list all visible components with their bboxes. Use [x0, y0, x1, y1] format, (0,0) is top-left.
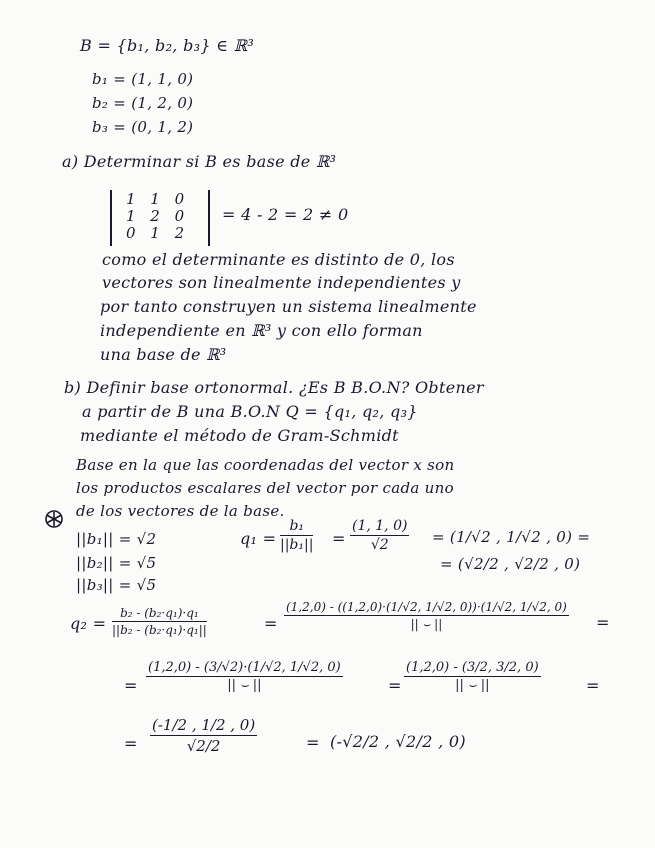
norm-b2: ||b₂|| = √5	[76, 554, 157, 572]
q2-expanded-fraction	[284, 600, 569, 632]
q1-fraction-numerator: b₁	[280, 518, 313, 536]
basis-definition: B = {b₁, b₂, b₃} ∈ ℝ³	[80, 36, 255, 55]
q2-step2-denominator: || ⌣ ||	[227, 678, 262, 693]
vector-b3: b₃ = (0, 1, 2)	[92, 118, 194, 136]
q2-step3-fraction	[404, 660, 541, 693]
equals-sign: =	[306, 733, 320, 752]
q2-expanded-numerator: (1,2,0) - ((1,2,0)·(1/√2, 1/√2, 0))·(1/√2, 1/√2, 0)	[286, 600, 567, 614]
asterisk-circle-icon	[44, 509, 64, 529]
q1-normalized-numerator: (1, 1, 0)	[352, 518, 408, 534]
q2-step3-numerator: (1,2,0) - (3/2, 3/2, 0)	[406, 660, 539, 675]
determinant-matrix	[110, 190, 210, 246]
q1-result: = (1/√2 , 1/√2 , 0) =	[432, 528, 591, 546]
explanation-line: por tanto construyen un sistema linealmente	[100, 297, 477, 316]
explanation-line: independiente en ℝ³ y con ello forman	[100, 321, 423, 340]
q2-gs-numerator: b₂ - (b₂·q₁)·q₁	[112, 606, 207, 622]
part-a-heading: a) Determinar si B es base de ℝ³	[62, 152, 337, 171]
vector-b1: b₁ = (1, 1, 0)	[92, 70, 194, 88]
q1-fraction-denominator: ||b₁||	[280, 537, 314, 553]
q2-label: q₂ =	[70, 614, 107, 633]
q2-step4-numerator: (-1/2 , 1/2 , 0)	[152, 716, 256, 734]
q2-step4-denominator: √2/2	[186, 737, 221, 755]
part-b-line: mediante el método de Gram-Schmidt	[80, 426, 399, 445]
equals-sign: =	[388, 676, 402, 695]
explanation-line: vectores son linealmente independientes y	[102, 273, 461, 292]
q2-step2-numerator: (1,2,0) - (3/√2)·(1/√2, 1/√2, 0)	[148, 660, 341, 675]
q2-step2-fraction	[146, 660, 343, 693]
part-b-line: de los vectores de la base.	[76, 502, 285, 520]
part-b-line: los productos escalares del vector por cada uno	[76, 479, 454, 497]
equals-sign: =	[332, 529, 346, 548]
q2-step3-denominator: || ⌣ ||	[455, 678, 490, 693]
q2-gs-denominator: ||b₂ - (b₂·q₁)·q₁||	[112, 623, 207, 637]
equals-sign: =	[124, 676, 138, 695]
part-b-line: a partir de B una B.O.N Q = {q₁, q₂, q₃}	[82, 402, 418, 421]
q2-step4-fraction	[150, 716, 257, 755]
equals-sign: =	[586, 676, 600, 695]
q1-result-simplified: = (√2/2 , √2/2 , 0)	[440, 555, 581, 573]
equals-sign: =	[124, 734, 138, 753]
norm-b1: ||b₁|| = √2	[76, 530, 157, 548]
equals-sign: =	[264, 614, 278, 633]
determinant-result: = 4 - 2 = 2 ≠ 0	[222, 205, 349, 224]
matrix-row: 0 1 2	[126, 224, 185, 242]
q1-normalized-fraction	[350, 518, 409, 553]
vector-b2: b₂ = (1, 2, 0)	[92, 94, 194, 112]
q2-result: (-√2/2 , √2/2 , 0)	[330, 732, 466, 751]
equals-sign: =	[596, 613, 610, 632]
matrix-row: 1 2 0	[126, 207, 185, 225]
q1-normalized-denominator: √2	[370, 537, 389, 553]
matrix-row: 1 1 0	[126, 190, 185, 208]
q2-gram-schmidt-fraction	[112, 606, 207, 637]
q2-expanded-denominator: || ⌣ ||	[410, 617, 443, 631]
explanation-line: como el determinante es distinto de 0, los	[102, 250, 455, 269]
q1-label: q₁ =	[240, 529, 277, 548]
norm-b3: ||b₃|| = √5	[76, 576, 157, 594]
part-b-line: Base en la que las coordenadas del vector x son	[76, 456, 455, 474]
explanation-line: una base de ℝ³	[100, 345, 227, 364]
q1-fraction	[280, 518, 313, 553]
part-b-heading: b) Definir base ortonormal. ¿Es B B.O.N? Obtener	[64, 378, 484, 397]
